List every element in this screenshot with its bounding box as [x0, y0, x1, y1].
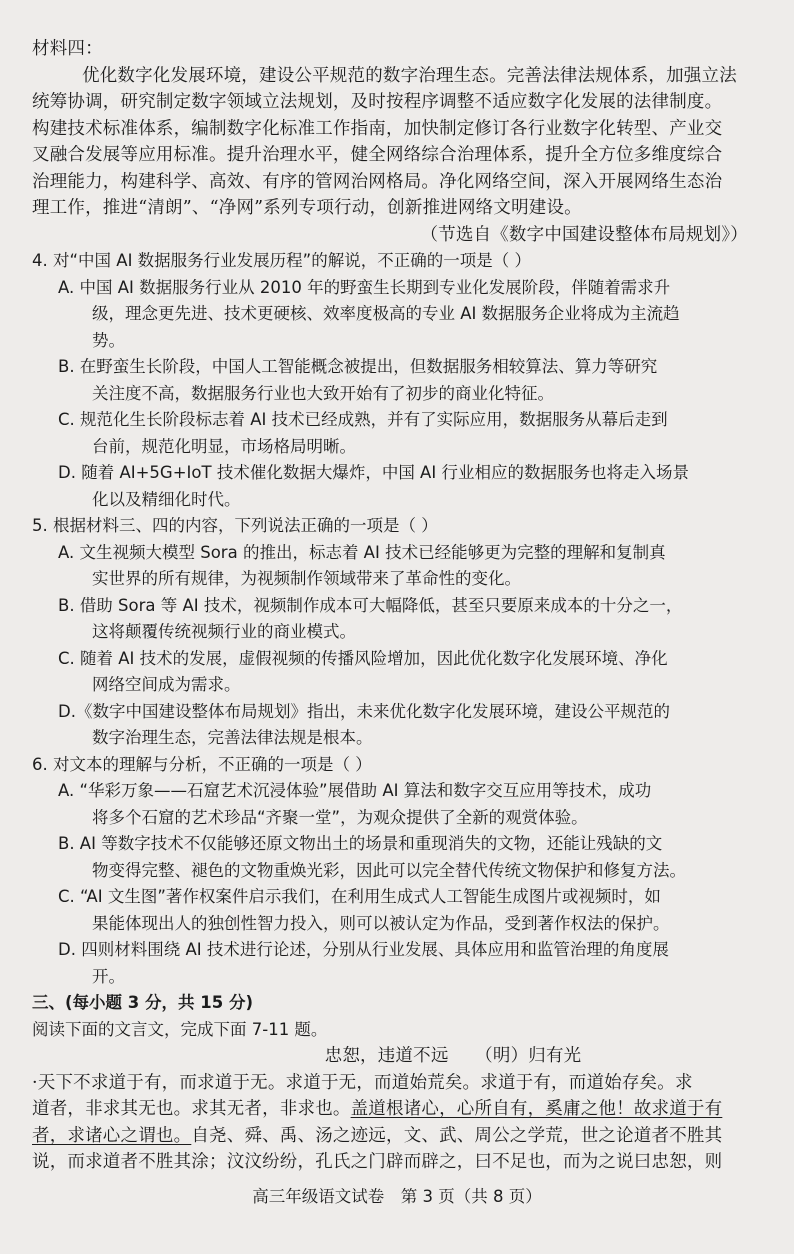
section3-instruction: 阅读下面的文言文，完成下面 7-11 题。: [32, 1019, 328, 1039]
page-footer: 高三年级语文试卷 第 3 页（共 8 页）: [252, 1187, 542, 1206]
passage-line-2: [32, 1096, 754, 1123]
q4-option-b-1: B. 在野蛮生长阶段，中国人工智能概念被提出，但数据服务相较算法、算力等研究: [58, 357, 658, 376]
passage-line-1: ·天下不求道于有，而求道于无。求道于无，而道始荒矣。求道于有，而道始存矣。求: [32, 1072, 693, 1093]
section3-heading: 三、(每小题 3 分，共 15 分): [32, 993, 254, 1012]
q6-option-d-2: 开。: [92, 966, 125, 986]
q5-option-b-2: 这将颠覆传统视频行业的商业模式。: [92, 622, 356, 641]
q6-option-b-1: B. AI 等数字技术不仅能够还原文物出土的场景和重现消失的文物，还能让残缺的文: [58, 834, 663, 853]
q6-option-a-1: A. “华彩万象——石窟艺术沉浸体验”展借助 AI 算法和数字交互应用等技术，成功: [58, 781, 652, 800]
q6-option-b-2: 物变得完整、褪色的文物重焕光彩，因此可以完全替代传统文物保护和修复方法。: [92, 860, 686, 880]
q4-option-c-2: 台前，规范化明显，市场格局明晰。: [92, 436, 356, 456]
q5-stem: 5. 根据材料三、四的内容，下列说法正确的一项是（ ）: [32, 516, 438, 535]
q6-option-d-1: D. 四则材料围绕 AI 技术进行论述，分别从行业发展、具体应用和监管治理的角度展: [58, 940, 669, 959]
material4-line-4: 叉融合发展等应用标准。提升治理水平，健全网络综合治理体系，提升全方位多维度综合: [32, 145, 723, 165]
passage-line-3-underlined: 者，求诸心之谓也。: [32, 1125, 192, 1146]
q4-option-a-3: 势。: [92, 330, 125, 350]
passage-line-2-plain: 道者，非求其无也。求其无者，非求也。: [32, 1099, 351, 1119]
material4-line-5: 治理能力，构建科学、高效、有序的管网治网格局。净化网络空间，深入开展网络生态治: [32, 171, 723, 192]
q4-stem: 4. 对“中国 AI 数据服务行业发展历程”的解说，不正确的一项是（ ）: [32, 251, 531, 270]
passage-line-2-underlined: 盖道根诸心，心所自有，奚庸之他！故求道于有: [350, 1099, 723, 1119]
q6-option-a-2: 将多个石窟的艺术珍品“齐聚一堂”，为观众提供了全新的观赏体验。: [92, 807, 588, 827]
q5-option-b-1: B. 借助 Sora 等 AI 技术，视频制作成本可大幅降低，甚至只要原来成本的十分之一，: [58, 595, 683, 615]
q5-option-a-1: A. 文生视频大模型 Sora 的推出，标志着 AI 技术已经能够更为完整的理解和复制真: [58, 542, 666, 562]
q5-option-c-2: 网络空间成为需求。: [92, 675, 241, 694]
q6-stem: 6. 对文本的理解与分析，不正确的一项是（ ）: [32, 754, 372, 774]
q4-option-a-2: 级，理念更先进、技术更硬核、效率度极高的专业 AI 数据服务企业将成为主流趋: [92, 304, 680, 323]
q5-option-d-1: D.《数字中国建设整体布局规划》指出，未来优化数字化发展环境，建设公平规范的: [58, 701, 670, 721]
passage-line-4: 说，而求道者不胜其涂；汶汶纷纷，孔氏之门辟而辟之，曰不足也，而为之说曰忠恕，则: [32, 1152, 723, 1172]
passage-line-3: [32, 1123, 754, 1150]
q4-option-d-1: D. 随着 AI+5G+IoT 技术催化数据大爆炸，中国 AI 行业相应的数据服务也将走入场景: [58, 463, 689, 482]
passage-title: 忠恕，违道不远 （明）归有光: [324, 1046, 582, 1066]
q4-option-a-1: A. 中国 AI 数据服务行业从 2010 年的野蛮生长期到专业化发展阶段，伴随着需求升: [58, 277, 671, 297]
passage-line-3-plain: 自尧、舜、禹、汤之迹远，文、武、周公之学荒，世之论道者不胜其: [191, 1125, 723, 1146]
q5-option-d-2: 数字治理生态，完善法律法规是根本。: [92, 728, 373, 747]
material4-heading: 材料四：: [32, 39, 103, 59]
q5-option-a-2: 实世界的所有规律，为视频制作领域带来了革命性的变化。: [92, 569, 521, 588]
q4-option-b-2: 关注度不高，数据服务行业也大致开始有了初步的商业化特征。: [92, 383, 554, 403]
material4-line-2: 统筹协调，研究制定数字领域立法规划，及时按程序调整不适应数字化发展的法律制度。: [32, 92, 723, 112]
material4-line-6: 理工作，推进“清朗”、“净网”系列专项行动，创新推进网络文明建设。: [32, 198, 582, 218]
q6-option-c-1: C. “AI 文生图”著作权案件启示我们，在利用生成式人工智能生成图片或视频时，如: [58, 887, 661, 906]
q4-option-c-1: C. 规范化生长阶段标志着 AI 技术已经成熟，并有了实际应用，数据服务从幕后走到: [58, 410, 668, 429]
material4-source: （节选自《数字中国建设整体布局规划》）: [420, 224, 748, 245]
q4-option-d-2: 化以及精细化时代。: [92, 489, 241, 509]
material4-line-3: 构建技术标准体系，编制数字化标准工作指南，加快制定修订各行业数字化转型、产业交: [32, 118, 723, 139]
material4-line-1: 优化数字化发展环境，建设公平规范的数字治理生态。完善法律法规体系，加强立法: [82, 65, 737, 86]
q5-option-c-1: C. 随着 AI 技术的发展，虚假视频的传播风险增加，因此优化数字化发展环境、净化: [58, 648, 668, 668]
q6-option-c-2: 果能体现出人的独创性智力投入，则可以被认定为作品，受到著作权法的保护。: [92, 913, 670, 933]
